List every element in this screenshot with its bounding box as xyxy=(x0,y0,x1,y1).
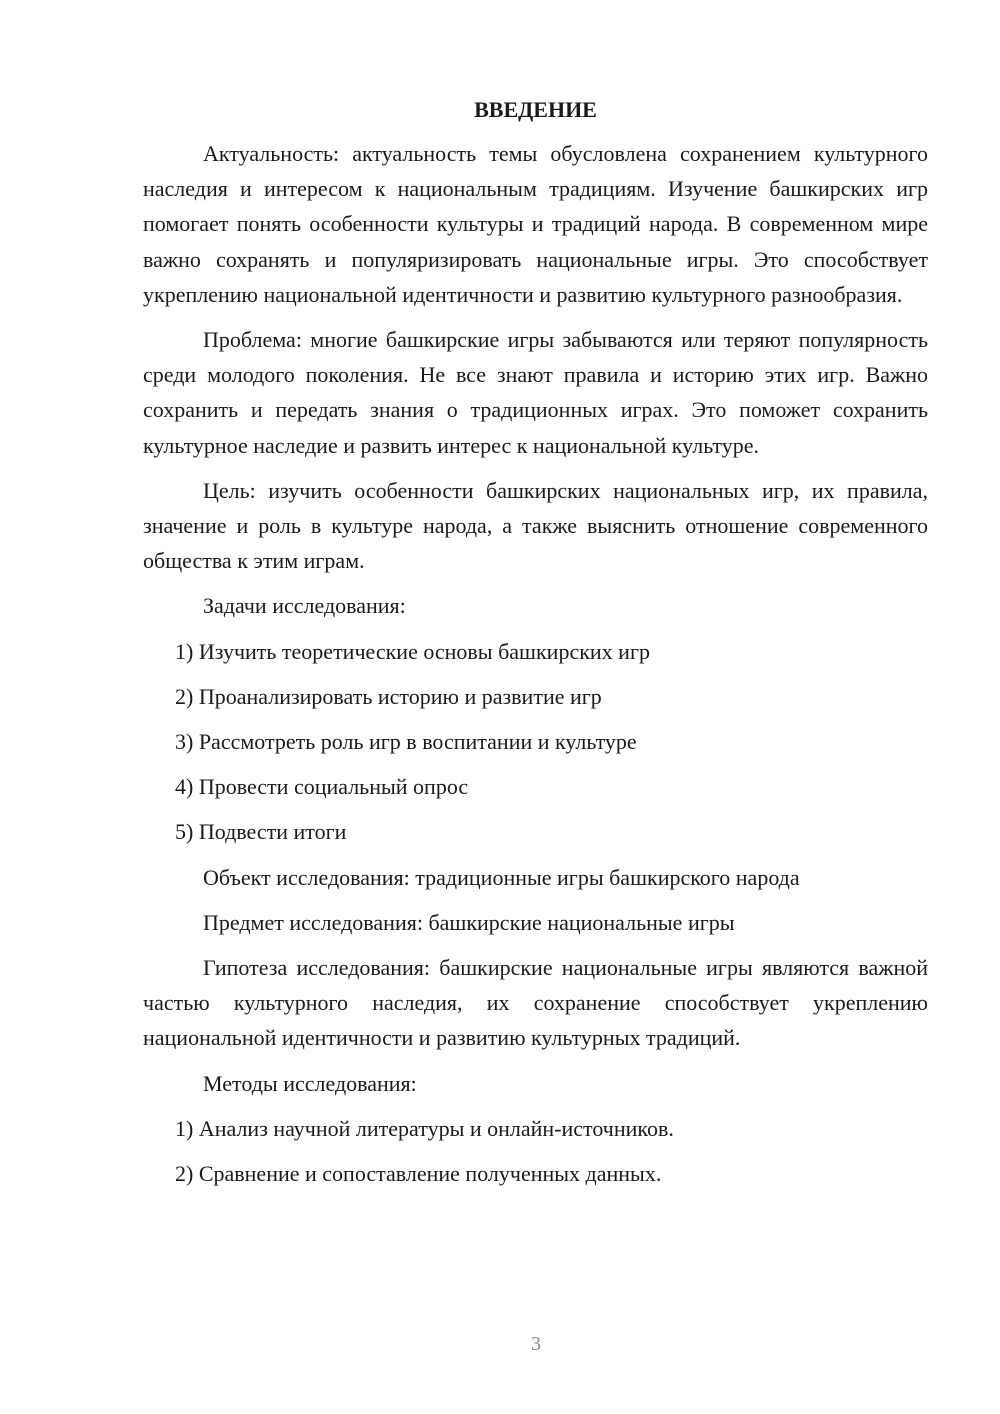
list-item: 3) Рассмотреть роль игр в воспитании и культуре xyxy=(175,729,637,755)
methods-list xyxy=(143,1111,928,1191)
paragraph-hypothesis: Гипотеза исследования: башкирские национальные игры являются важной частью культурного наследия, их сохранение способствует укреплению национальной идентичности и развитию культурных традиций. xyxy=(143,955,928,1051)
research-object: Объект исследования: традиционные игры башкирского народа xyxy=(203,864,800,890)
list-item: 2) Сравнение и сопоставление полученных данных. xyxy=(175,1161,662,1187)
page-number: 3 xyxy=(531,1333,541,1355)
paragraph-goal: Цель: изучить особенности башкирских национальных игр, их правила, значение и роль в культуре народа, а также выяснить отношение современного общества к этим играм. xyxy=(143,477,928,574)
research-subject: Предмет исследования: башкирские национальные игры xyxy=(203,909,735,935)
list-item: 4) Провести социальный опрос xyxy=(175,774,469,800)
tasks-list xyxy=(143,634,928,850)
list-item: 5) Подвести итоги xyxy=(175,819,347,845)
list-item: 1) Анализ научной литературы и онлайн-источников. xyxy=(175,1115,674,1141)
paragraph-problem: Проблема: многие башкирские игры забываются или теряют популярность среди молодого поколения. Не все знают правила и историю этих игр. Важно сохранить и передать знания о традиционных играх. Это поможет сохранить культурное наследие и развить интерес к национальной культуре. xyxy=(143,327,928,458)
list-item: 1) Изучить теоретические основы башкирских игр xyxy=(175,638,650,664)
tasks-heading: Задачи исследования: xyxy=(203,593,406,619)
document-page xyxy=(143,94,928,1191)
list-item: 2) Проанализировать историю и развитие игр xyxy=(175,683,602,709)
methods-heading: Методы исследования: xyxy=(203,1070,417,1096)
page-title: ВВЕДЕНИЕ xyxy=(474,97,597,122)
paragraph-actuality: Актуальность: актуальность темы обусловлена сохранением культурного наследия и интересом к национальным традициям. Изучение башкирских игр помогает понять особенности культуры и традиций народа. В современном мире важно сохранять и популяризировать национальные игры. Это способствует укреплению национальной идентичности и развитию культурного разнообразия. xyxy=(143,141,928,307)
